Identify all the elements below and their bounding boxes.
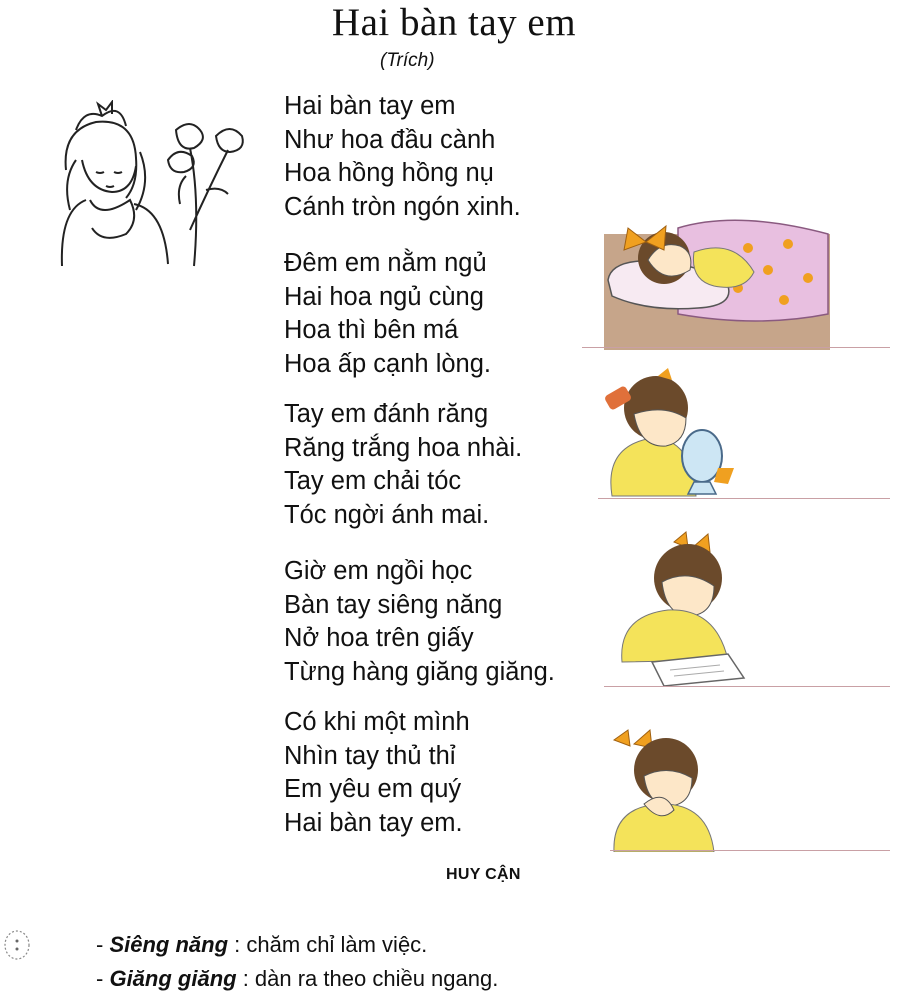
poem-line: Đêm em nằm ngủ [284,249,487,277]
glossary-definition: : dàn ra theo chiều ngang. [236,966,499,991]
girl-with-roses-illustration [56,100,252,270]
poem-line: Tay em đánh răng [284,400,489,428]
excerpt-note: (Trích) [380,50,435,71]
glossary-term: Giăng giăng [109,966,237,991]
poem-line: Từng hàng giăng giăng. [284,657,555,686]
glossary-marker-icon [2,928,32,962]
poem-line: Như hoa đầu cành [284,125,496,154]
poem-line: Bàn tay siêng năng [284,590,503,619]
illustration-baseline [582,347,890,348]
glossary-prefix: - [96,966,110,991]
poem-stanza-5 [284,706,470,840]
glossary-prefix: - [96,932,110,957]
poem-line: Hoa thì bên má [284,316,459,344]
illustration-baseline [598,498,890,499]
glossary-definition: : chăm chỉ làm việc. [228,932,428,957]
glossary-item [96,962,498,996]
poem-line: Hai bàn tay em. [284,808,463,837]
poem-line: Nở hoa trên giấy [284,624,474,652]
poem-line: Em yêu em quý [284,775,462,803]
poem-line: Răng trắng hoa nhài. [284,433,523,462]
illustration-baseline [604,686,890,687]
poem-line: Có khi một mình [284,708,470,736]
glossary-item [96,928,498,962]
glossary-term: Siêng năng [109,932,229,957]
illustration-baseline [610,850,890,851]
poem-stanza-1 [284,90,521,224]
poem-line: Hoa hồng hồng nụ [284,159,494,187]
thinking-girl-illustration [608,720,718,852]
poem-line: Cánh tròn ngón xinh. [284,192,521,221]
poem-title: Hai bàn tay em [331,1,577,44]
brushing-hair-illustration [598,368,748,498]
poem-line: Nhìn tay thủ thỉ [284,741,456,770]
poem-line: Hoa ấp cạnh lòng. [284,349,491,378]
poem-stanza-3 [284,398,522,532]
writing-girl-illustration [600,522,750,690]
poem-line: Hai bàn tay em [284,92,456,120]
poem-stanza-2 [284,247,491,381]
poem-line: Tóc ngời ánh mai. [284,500,490,529]
poem-stanza-4 [284,555,555,689]
poem-line: Giờ em ngồi học [284,557,473,585]
poem-line: Hai hoa ngủ cùng [284,282,484,311]
poem-author: HUY CẬN [446,866,521,883]
glossary [96,928,498,996]
sleeping-girl-illustration [598,208,834,350]
poem-line: Tay em chải tóc [284,467,462,495]
